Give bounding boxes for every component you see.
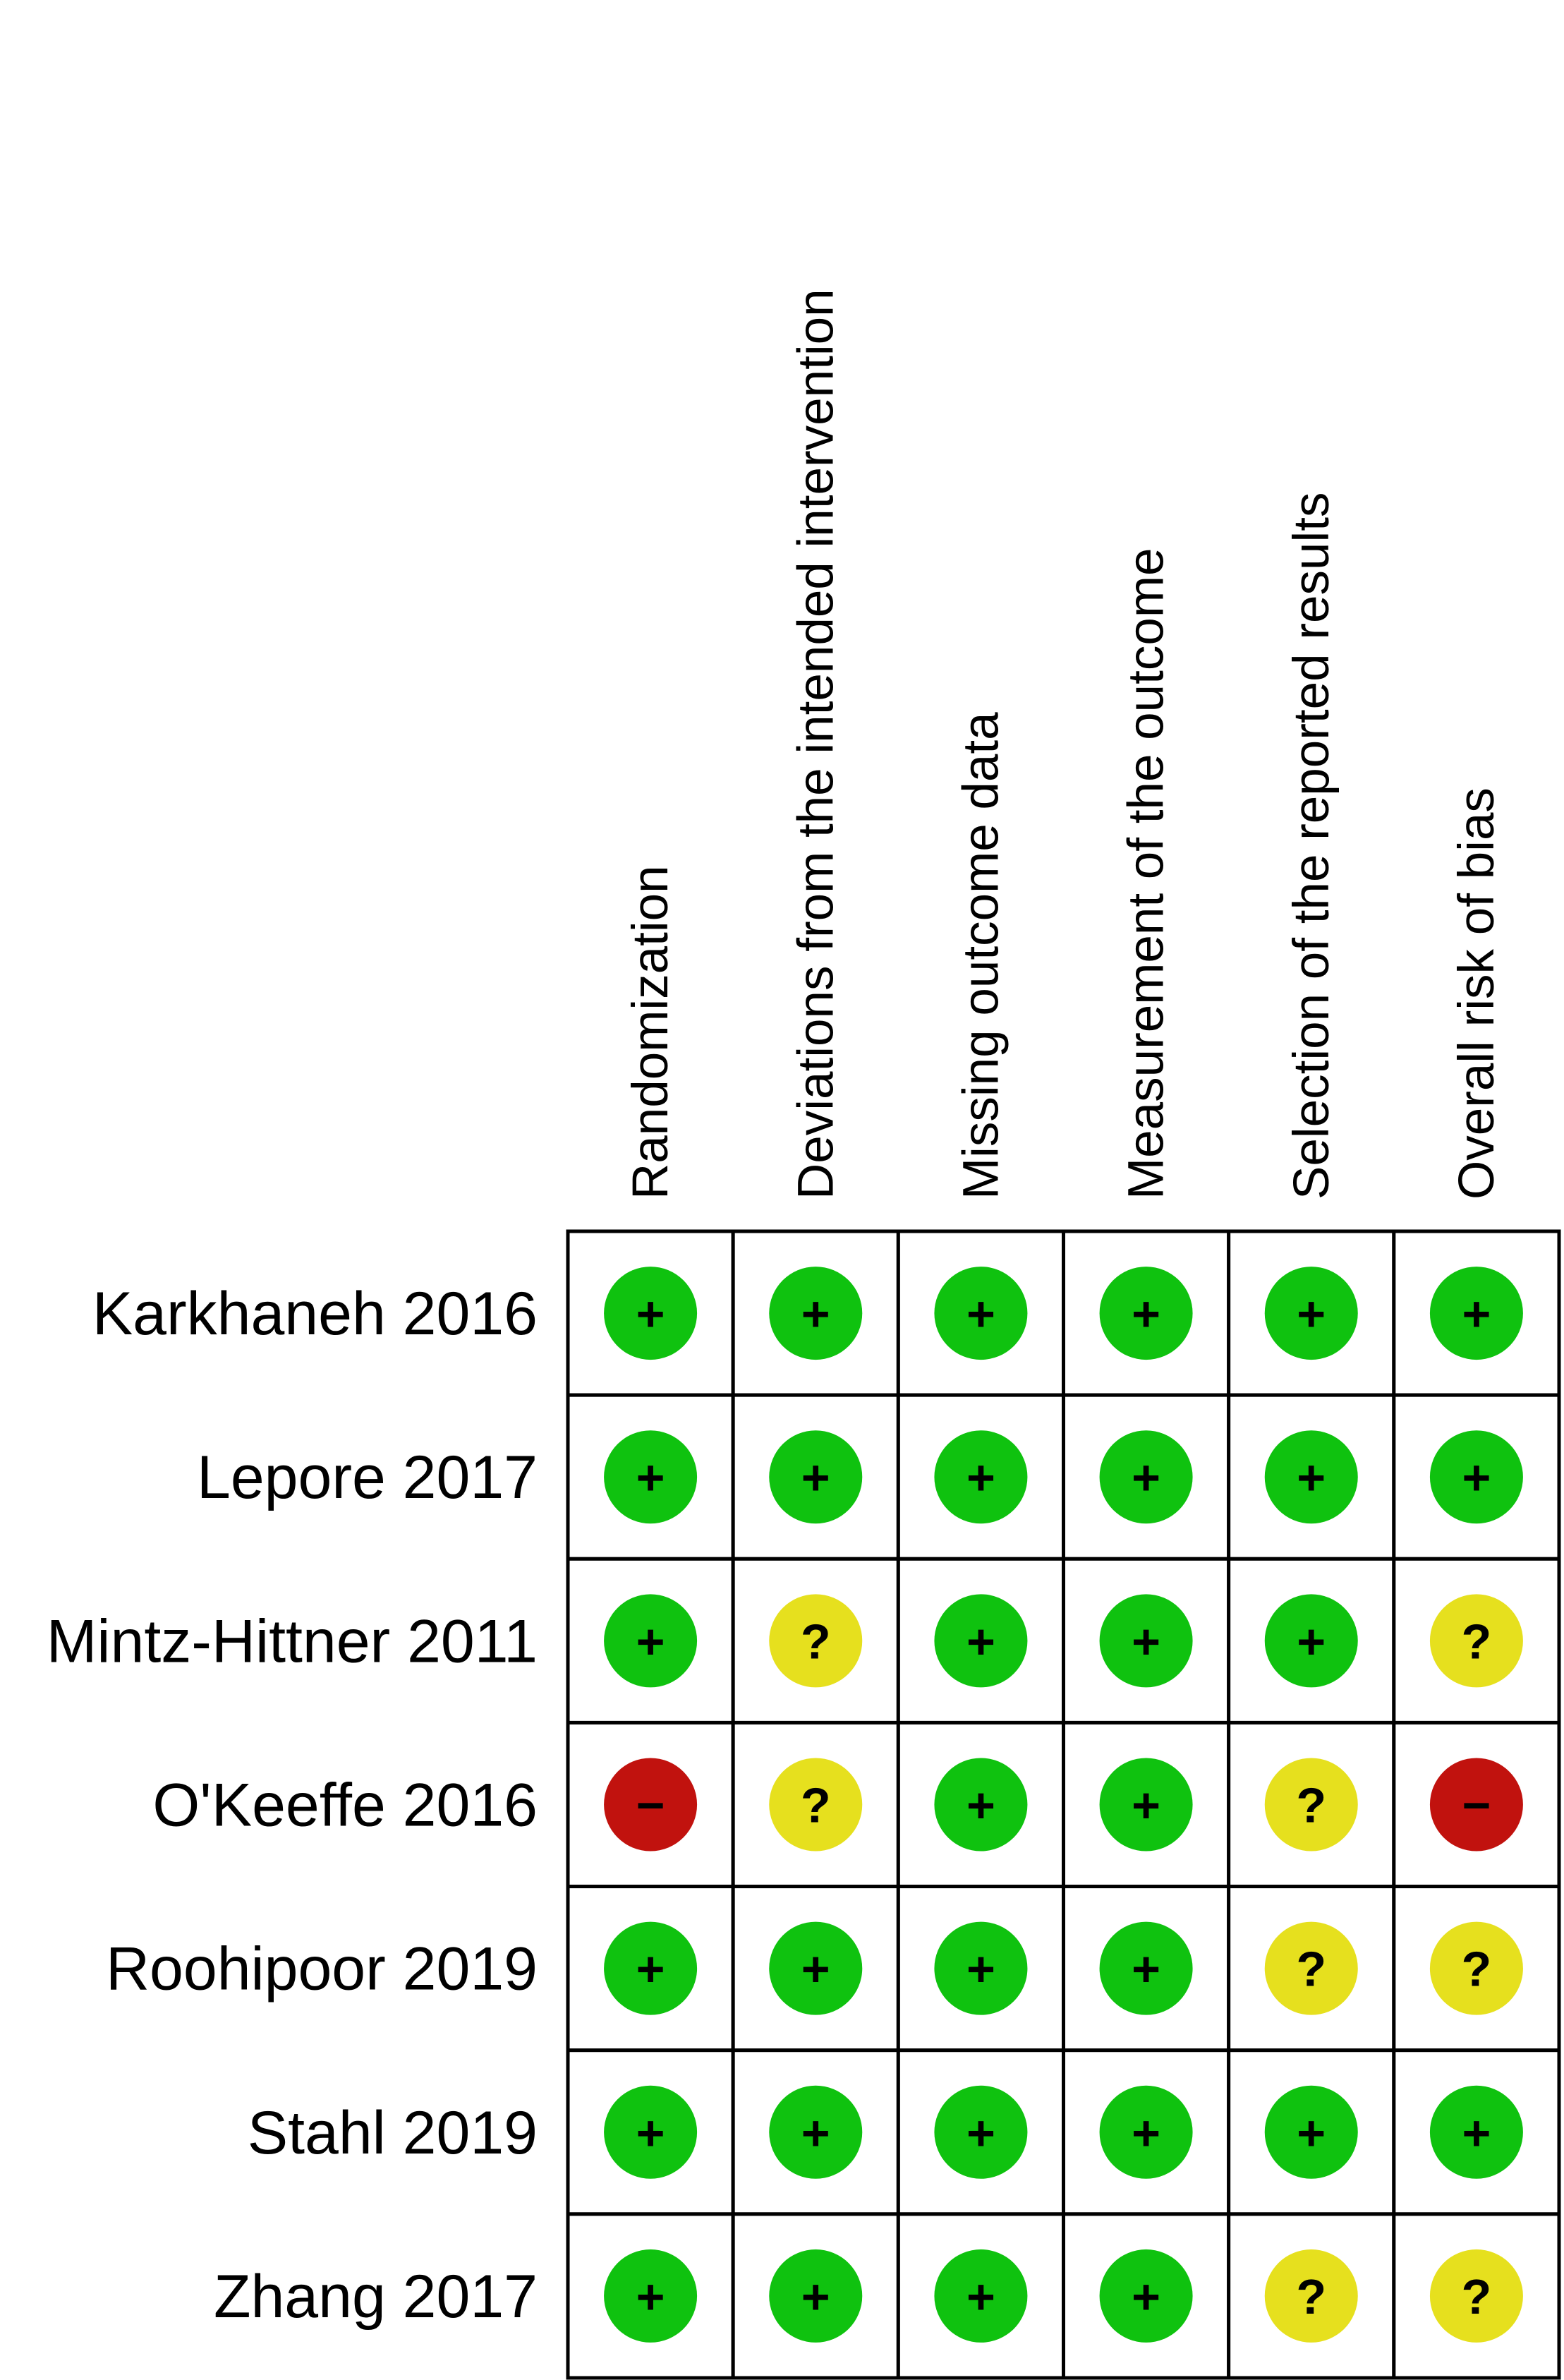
- judgement-symbol: ?: [1461, 2269, 1492, 2324]
- judgement-symbol: +: [1132, 1777, 1161, 1833]
- judgement-symbol: +: [1297, 1286, 1326, 1342]
- judgement-symbol: +: [1462, 2105, 1491, 2161]
- judgement-symbol: +: [966, 1286, 995, 1342]
- judgement-symbol: ?: [1461, 1614, 1492, 1669]
- judgement-symbol: +: [1132, 1941, 1161, 1997]
- judgement-symbol: +: [636, 1286, 665, 1342]
- judgement-symbol: +: [966, 2269, 995, 2324]
- judgement-symbol: +: [966, 1450, 995, 1506]
- judgement-symbol: +: [966, 2105, 995, 2161]
- judgement-symbol: +: [1132, 1614, 1161, 1669]
- judgement-symbol: +: [636, 1614, 665, 1669]
- judgement-symbol: +: [636, 1941, 665, 1997]
- column-label-2: Deviations from the intended intervention: [788, 289, 844, 1200]
- judgement-symbol: +: [636, 2105, 665, 2161]
- column-label-3: Missing outcome data: [953, 712, 1010, 1200]
- judgement-symbol: +: [1462, 1286, 1491, 1342]
- judgement-symbol: ?: [800, 1614, 831, 1669]
- judgement-symbol: +: [1297, 1450, 1326, 1506]
- judgement-symbol: +: [1132, 1450, 1161, 1506]
- judgement-symbol: +: [1462, 1450, 1491, 1506]
- study-label: Karkhaneh 2016: [92, 1280, 538, 1348]
- judgement-symbol: −: [1462, 1777, 1491, 1833]
- judgement-symbol: +: [801, 1286, 830, 1342]
- column-label-6: Overall risk of bias: [1448, 787, 1505, 1200]
- column-label-1: Randomization: [623, 865, 679, 1200]
- judgement-symbol: ?: [1461, 1941, 1492, 1997]
- study-label: Lepore 2017: [197, 1444, 538, 1512]
- column-label-5: Selection of the reported results: [1283, 492, 1340, 1200]
- study-label: Zhang 2017: [213, 2262, 538, 2331]
- study-label: Mintz-Hittner 2011: [46, 1607, 538, 1676]
- judgement-symbol: +: [801, 1450, 830, 1506]
- study-label: O'Keeffe 2016: [152, 1771, 538, 1840]
- column-label-4: Measurement of the outcome: [1118, 548, 1175, 1200]
- study-label: Stahl 2019: [247, 2098, 538, 2167]
- judgement-symbol: +: [801, 1941, 830, 1997]
- study-label: Roohipoor 2019: [105, 1935, 538, 2003]
- judgement-symbol: +: [1297, 1614, 1326, 1669]
- judgement-symbol: ?: [1296, 1941, 1327, 1997]
- judgement-symbol: +: [801, 2269, 830, 2324]
- judgement-symbol: ?: [1296, 1777, 1327, 1833]
- judgement-symbol: +: [966, 1614, 995, 1669]
- judgement-symbol: ?: [1296, 2269, 1327, 2324]
- judgement-symbol: +: [1297, 2105, 1326, 2161]
- judgement-symbol: +: [966, 1777, 995, 1833]
- judgement-symbol: +: [1132, 1286, 1161, 1342]
- judgement-symbol: −: [636, 1777, 665, 1833]
- judgement-symbol: +: [1132, 2105, 1161, 2161]
- judgement-symbol: +: [966, 1941, 995, 1997]
- judgement-symbol: +: [636, 2269, 665, 2324]
- judgement-symbol: ?: [800, 1777, 831, 1833]
- judgement-symbol: +: [1132, 2269, 1161, 2324]
- judgement-symbol: +: [801, 2105, 830, 2161]
- judgement-symbol: +: [636, 1450, 665, 1506]
